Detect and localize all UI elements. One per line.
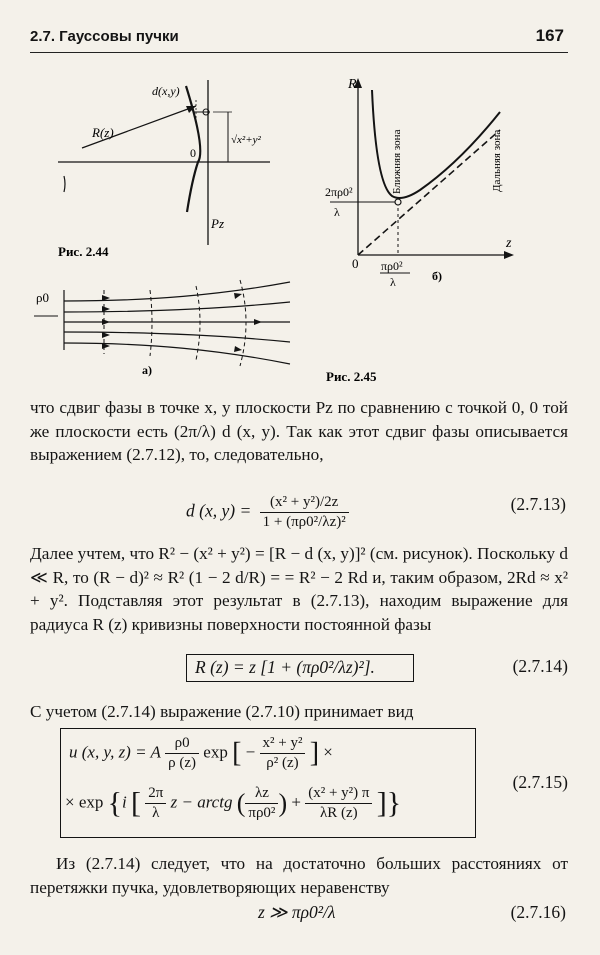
paragraph-4: Из (2.7.14) следует, что на достаточно больших расстояниях от перетяжки пучка, удовлетворяющих неравенству (30, 854, 568, 897)
eq16-body: z ≫ πρ0²/λ (258, 902, 336, 922)
beam-ray (64, 343, 290, 364)
fig244-label-d: d(x,y) (152, 84, 180, 98)
eq16-number: (2.7.16) (510, 902, 566, 922)
asymptote-R-equals-z (358, 130, 500, 255)
beam-ray (64, 282, 290, 301)
axis-z-label: z (506, 236, 512, 251)
figure-2-45b (325, 77, 514, 384)
beam-ray (64, 302, 290, 312)
eq13-numerator: (x² + y²)/2z (260, 494, 349, 513)
equation-2-7-13 (30, 484, 568, 528)
fig245-caption: Рис. 2.45 (326, 369, 377, 384)
eq15-number: (2.7.15) (512, 772, 568, 792)
fig245-rho0: ρ0 (36, 290, 49, 305)
figure-2-45a (34, 280, 290, 377)
axis-R-label: R (348, 77, 357, 92)
fig245-label-a: а) (142, 363, 152, 377)
eq13-number: (2.7.13) (510, 494, 566, 514)
xtick-den: λ (390, 275, 396, 289)
fig244-label-pz: Pz (211, 216, 224, 231)
ytick-num: 2πρ0² (325, 185, 353, 199)
figures-area (0, 0, 600, 395)
ytick-den: λ (334, 205, 340, 219)
origin-label: 0 (352, 256, 359, 271)
fig244-label-R: R(z) (92, 125, 114, 140)
eq13-denominator: 1 + (πρ0²/λz)² (262, 514, 346, 530)
equation-2-7-16 (30, 902, 568, 928)
paragraph-3: С учетом (2.7.14) выражение (2.7.10) принимает вид (30, 702, 414, 721)
page-number: 167 (535, 26, 564, 45)
xtick-num: πρ0² (381, 259, 403, 273)
fig244-caption: Рис. 2.44 (58, 244, 109, 259)
eq15-line1: u (x, y, z) = A $\frac{\rho 0}{\rho (z)}$ exp [ − $\frac{\text{x² + y²}}{\text{ρ² (z)}}$ ] × (69, 735, 333, 771)
eq14-body: R (z) = z [1 + (πρ0²/λz)²]. (195, 657, 375, 677)
fig244-label-zero: 0 (190, 146, 196, 160)
far-zone-label: Дальняя зона (491, 129, 503, 192)
eq13-lhs: d (x, y) = (186, 500, 252, 521)
figure-2-44 (58, 80, 270, 259)
beam-ray (64, 332, 290, 342)
eq14-number: (2.7.14) (512, 656, 568, 676)
equation-2-7-15-box (60, 728, 476, 838)
equation-2-7-14-box (186, 654, 414, 682)
paragraph-2: Далее учтем, что R² − (x² + y²) = [R − d (x, y)]² (см. рисунок). Поскольку d ≪ R, то (R − d)² ≈ R² (1 − 2 d/R) = = R² − 2 Rd и, таким образом, 2Rd ≈ x² + y². Подставляя этот результат в (2.7.13), находим выражение для радиуса R (z) кривизны поверхности постоянной фазы (30, 544, 568, 634)
fig244-label-sqrt: √x²+y² (231, 134, 261, 146)
eq15-line2: × exp {i [ $\frac{2\pi}{\lambda}$ z − arctg ( $\frac{\lambda z}{\text{πρ0²}}$ ) + $\frac{\text{(x² + y²) π}}{\lambda R (z)}$ ]} (65, 785, 402, 821)
section-title: 2.7. Гауссовы пучки (30, 28, 179, 45)
paragraph-1: что сдвиг фазы в точке x, y плоскости Pz по сравнению с точкой 0, 0 той же плоскости есть (2π/λ) d (x, y). Так как этот сдвиг фазы описывается выражением (2.7.12), то, следовательно, (30, 398, 568, 464)
fig245-label-b: б) (432, 269, 442, 283)
min-point (395, 199, 401, 205)
near-zone-label: Ближняя зона (391, 129, 403, 194)
